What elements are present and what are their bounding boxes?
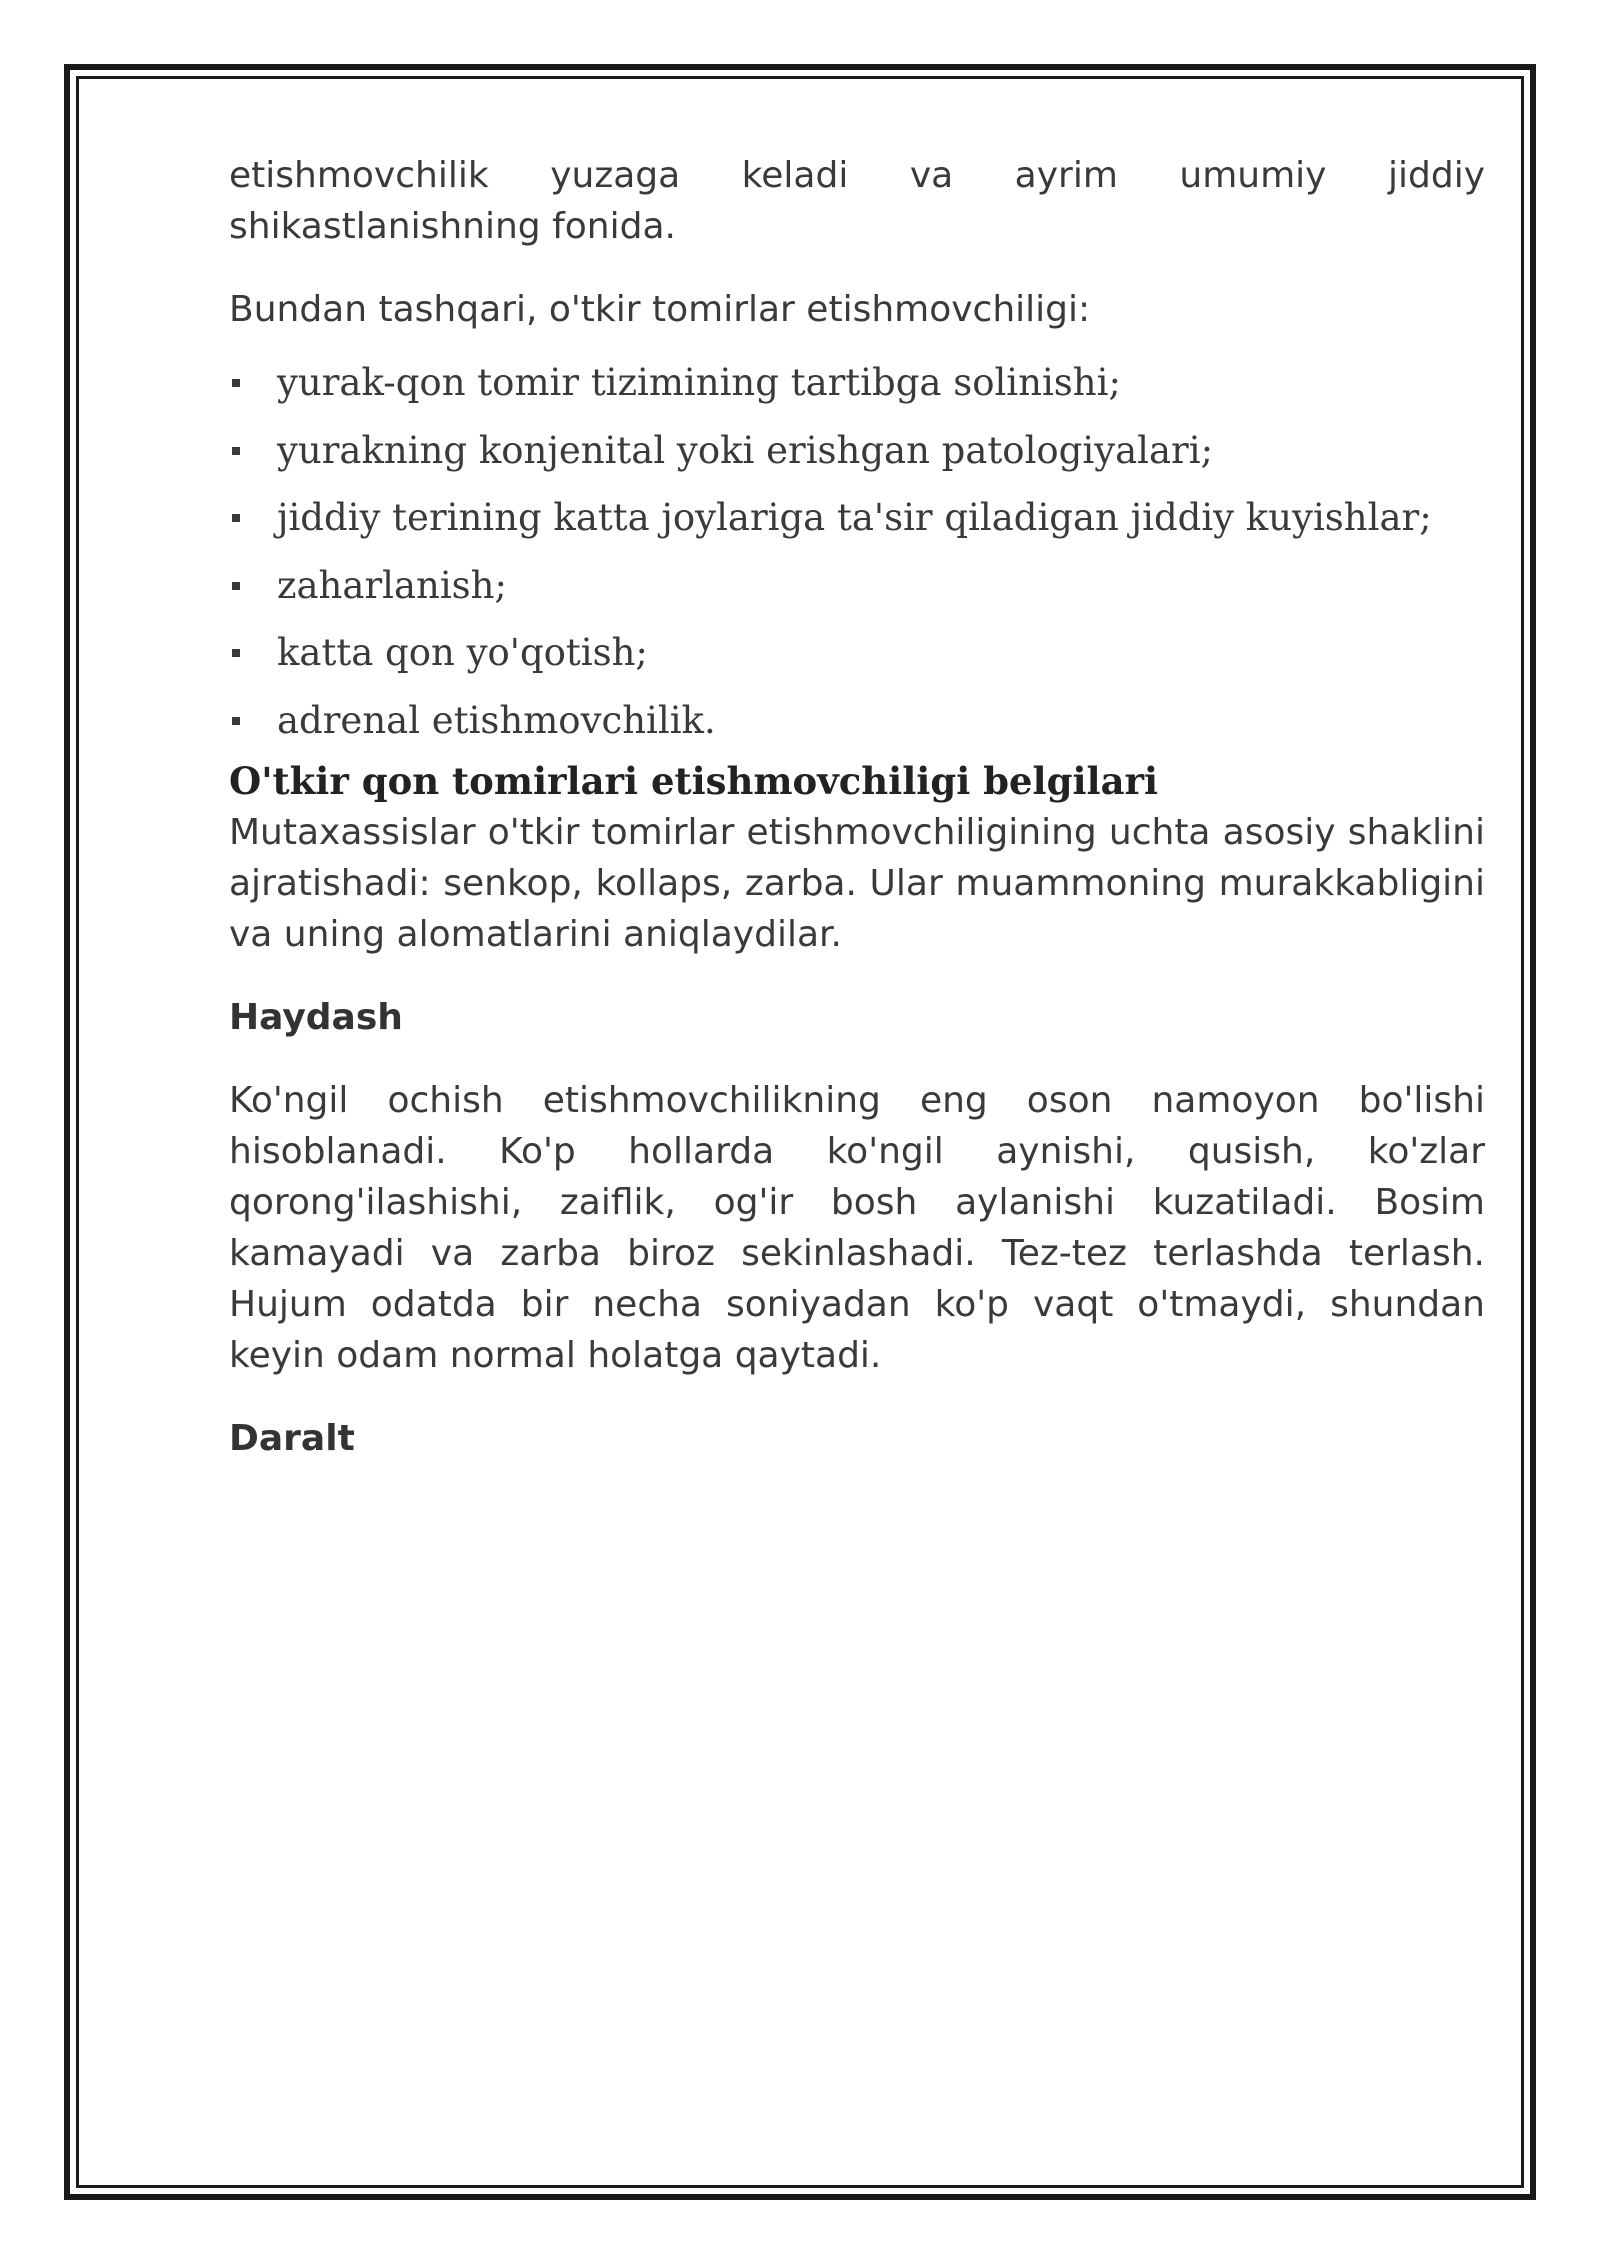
haydash-paragraph: Ko'ngil ochish etishmovchilikning eng oson namoyon bo'lishi hisoblanadi. Ko'p hollarda ko'ngil aynishi, qusish, ko'zlar qorong'ilashishi, zaiflik, og'ir bosh aylanishi kuzatiladi. Bosim kamayadi va zarba biroz sekinlashadi. Tez-tez terlashda terlash. Hujum odatda bir necha soniyadan ko'p vaqt o'tmaydi, shundan keyin odam normal holatga qaytadi.: [229, 1080, 1485, 1376]
list-item: adrenal etishmovchilik.: [229, 695, 1485, 746]
haydash-heading: Haydash: [229, 997, 403, 1038]
section-heading: O'tkir qon tomirlari etishmovchiligi belgilari: [229, 759, 1159, 803]
list-item: yurak-qon tomir tizimining tartibga solinishi;: [229, 357, 1485, 408]
list-item: katta qon yo'qotish;: [229, 627, 1485, 678]
list-item: jiddiy terining katta joylariga ta'sir qiladigan jiddiy kuyishlar;: [229, 492, 1485, 543]
bullet-square-icon: [232, 447, 240, 455]
bullet-square-icon: [232, 717, 240, 725]
bullet-square-icon: [232, 582, 240, 590]
page-content: [229, 150, 1485, 1496]
intro-paragraph: etishmovchilik yuzaga keladi va ayrim umumiy jiddiy shikastlanishning fonida.: [229, 155, 1485, 247]
bullet-square-icon: [232, 379, 240, 387]
section-paragraph: Mutaxassislar o'tkir tomirlar etishmovchiligining uchta asosiy shaklini ajratishadi: senkop, kollaps, zarba. Ular muammoning murakkabligini va uning alomatlarini aniqlaydilar.: [229, 812, 1485, 955]
list-item: zaharlanish;: [229, 560, 1485, 611]
bullet-square-icon: [232, 649, 240, 657]
list-item: yurakning konjenital yoki erishgan patologiyalari;: [229, 425, 1485, 476]
causes-list: [229, 357, 1485, 746]
daralt-heading: Daralt: [229, 1418, 355, 1459]
lead-paragraph: Bundan tashqari, o'tkir tomirlar etishmovchiligi:: [229, 289, 1091, 330]
bullet-square-icon: [232, 514, 240, 522]
